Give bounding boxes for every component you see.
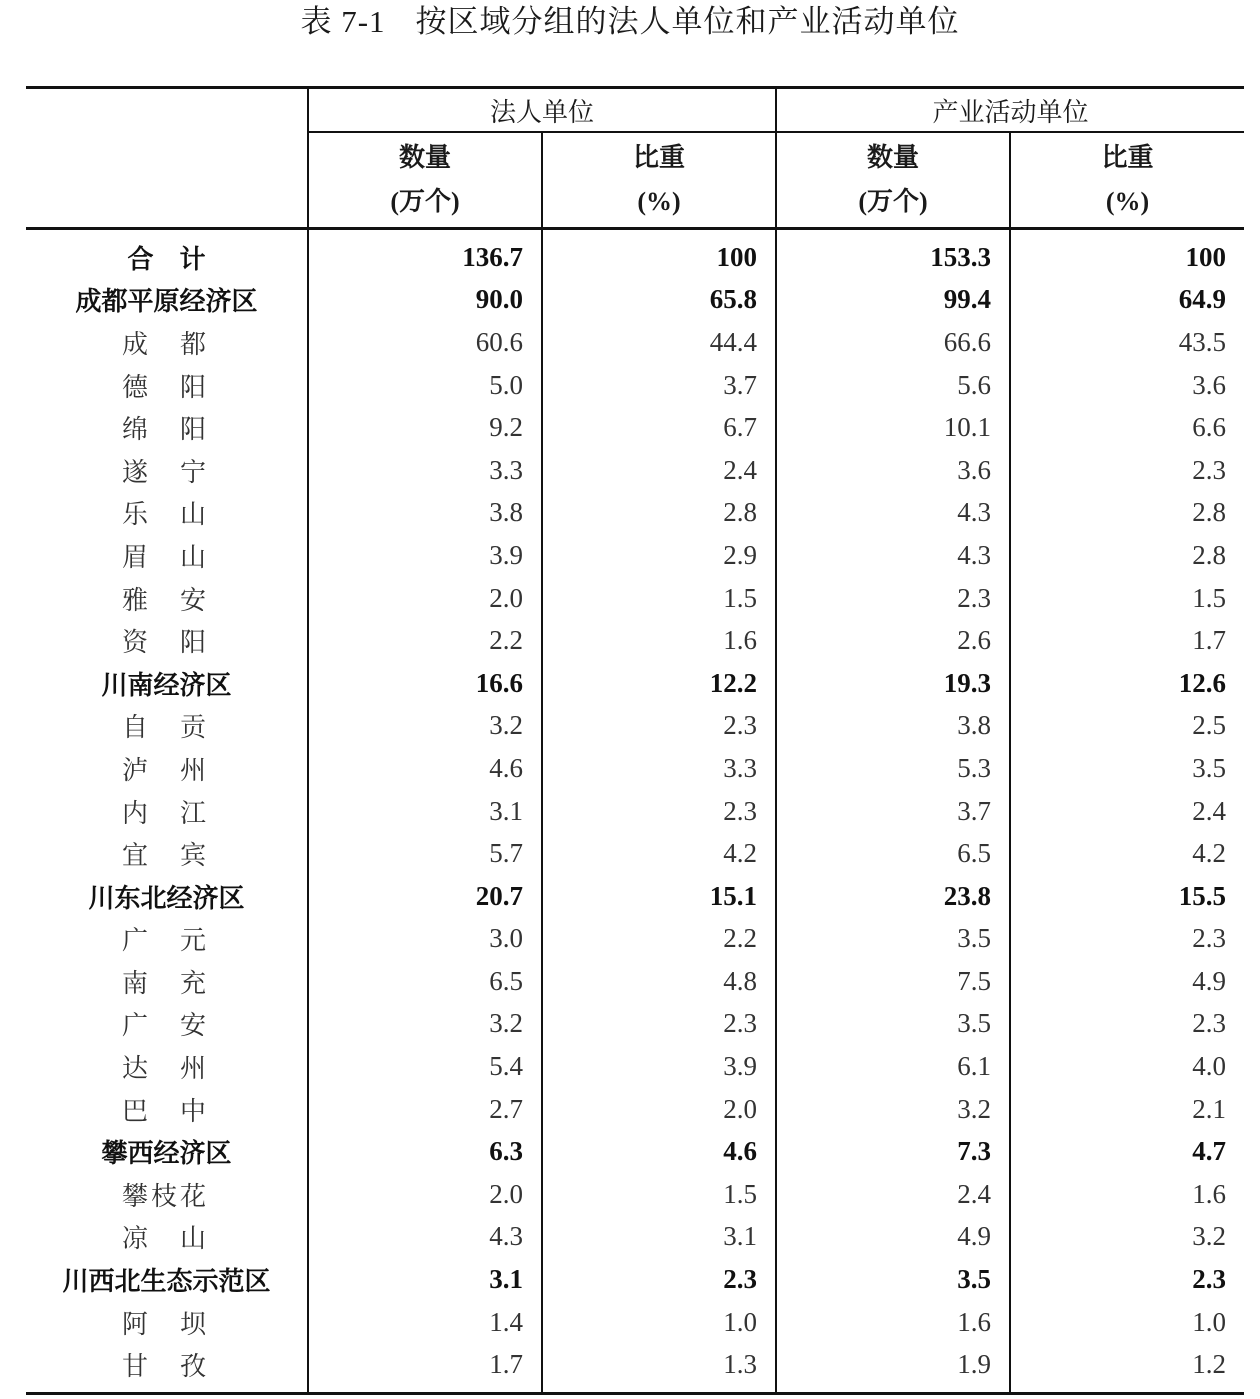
row-value: 20.7	[308, 875, 542, 918]
row-value: 1.9	[776, 1343, 1010, 1393]
row-value: 2.8	[1010, 534, 1244, 577]
row-value: 5.4	[308, 1045, 542, 1088]
row-label: 内 江	[122, 798, 210, 829]
row-value: 4.0	[1010, 1045, 1244, 1088]
row-value: 4.9	[776, 1216, 1010, 1259]
table-row	[26, 229, 1244, 279]
row-value: 2.4	[776, 1173, 1010, 1216]
row-value: 9.2	[308, 406, 542, 449]
header-group-legal-units: 法人单位	[308, 88, 776, 133]
row-label: 川南经济区	[101, 670, 232, 701]
row-value: 1.5	[1010, 577, 1244, 620]
table-title	[0, 2, 1260, 42]
row-value: 6.1	[776, 1045, 1010, 1088]
row-label: 南 充	[122, 968, 210, 999]
row-value: 5.6	[776, 364, 1010, 407]
row-label: 达 州	[122, 1054, 210, 1085]
header-count-1: 数量 (万个)	[308, 132, 542, 229]
row-value: 3.2	[776, 1088, 1010, 1131]
row-label: 甘 孜	[122, 1352, 210, 1383]
row-value: 100	[1010, 229, 1244, 279]
row-value: 1.0	[542, 1301, 776, 1344]
row-value: 3.2	[1010, 1216, 1244, 1259]
row-value: 5.7	[308, 832, 542, 875]
row-value: 2.5	[1010, 705, 1244, 748]
row-value: 1.7	[1010, 619, 1244, 662]
row-value: 7.3	[776, 1130, 1010, 1173]
table-row	[26, 662, 1244, 705]
row-value: 7.5	[776, 960, 1010, 1003]
row-value: 23.8	[776, 875, 1010, 918]
row-label: 合 计	[127, 244, 206, 275]
row-value: 3.2	[308, 705, 542, 748]
row-value: 4.3	[776, 492, 1010, 535]
row-value: 64.9	[1010, 279, 1244, 322]
row-value: 3.8	[776, 705, 1010, 748]
row-value: 1.6	[542, 619, 776, 662]
table-row	[26, 364, 1244, 407]
row-value: 2.1	[1010, 1088, 1244, 1131]
row-value: 4.7	[1010, 1130, 1244, 1173]
table-row	[26, 1301, 1244, 1344]
row-value: 4.3	[308, 1216, 542, 1259]
row-value: 4.2	[542, 832, 776, 875]
table-row	[26, 1045, 1244, 1088]
table-row	[26, 1216, 1244, 1259]
row-value: 2.3	[542, 1003, 776, 1046]
row-value: 12.6	[1010, 662, 1244, 705]
table-row	[26, 279, 1244, 322]
table-row	[26, 918, 1244, 961]
row-value: 2.8	[1010, 492, 1244, 535]
row-value: 2.0	[308, 577, 542, 620]
row-value: 3.1	[308, 1258, 542, 1301]
table-row	[26, 534, 1244, 577]
table-row	[26, 790, 1244, 833]
row-value: 5.0	[308, 364, 542, 407]
row-value: 99.4	[776, 279, 1010, 322]
row-label: 绵 阳	[122, 415, 210, 446]
row-value: 1.2	[1010, 1343, 1244, 1393]
row-value: 6.5	[308, 960, 542, 1003]
row-value: 2.8	[542, 492, 776, 535]
row-value: 2.4	[1010, 790, 1244, 833]
row-value: 3.9	[308, 534, 542, 577]
row-value: 6.7	[542, 406, 776, 449]
row-value: 2.6	[776, 619, 1010, 662]
row-value: 44.4	[542, 321, 776, 364]
row-value: 3.5	[776, 1003, 1010, 1046]
row-value: 60.6	[308, 321, 542, 364]
row-value: 4.6	[542, 1130, 776, 1173]
row-value: 2.4	[542, 449, 776, 492]
row-value: 5.3	[776, 747, 1010, 790]
row-value: 2.0	[542, 1088, 776, 1131]
row-value: 2.7	[308, 1088, 542, 1131]
table-row	[26, 321, 1244, 364]
table-row	[26, 1258, 1244, 1301]
row-label: 攀枝花	[122, 1181, 210, 1212]
row-value: 3.3	[308, 449, 542, 492]
row-value: 3.7	[542, 364, 776, 407]
row-label: 自 贡	[122, 713, 210, 744]
table-row	[26, 1003, 1244, 1046]
row-label: 宜 宾	[122, 841, 210, 872]
row-label: 成 都	[122, 329, 210, 360]
table-title-text: 按区域分组的法人单位和产业活动单位	[415, 4, 960, 40]
row-label: 资 阳	[122, 628, 210, 659]
table-number: 表 7-1	[300, 4, 386, 39]
row-value: 3.5	[1010, 747, 1244, 790]
row-value: 3.0	[308, 918, 542, 961]
row-value: 1.0	[1010, 1301, 1244, 1344]
row-value: 3.5	[776, 918, 1010, 961]
table-row	[26, 492, 1244, 535]
table-row	[26, 577, 1244, 620]
row-value: 1.5	[542, 1173, 776, 1216]
table-row	[26, 1088, 1244, 1131]
row-label: 凉 山	[122, 1224, 210, 1255]
row-label: 雅 安	[122, 585, 210, 616]
row-value: 2.2	[542, 918, 776, 961]
row-value: 3.5	[776, 1258, 1010, 1301]
row-value: 4.9	[1010, 960, 1244, 1003]
header-share-2: 比重 (%)	[1010, 132, 1244, 229]
table-row	[26, 875, 1244, 918]
row-value: 2.3	[1010, 1258, 1244, 1301]
row-value: 4.2	[1010, 832, 1244, 875]
row-value: 19.3	[776, 662, 1010, 705]
row-label: 眉 山	[122, 542, 210, 573]
row-label: 广 元	[122, 926, 210, 957]
row-value: 3.7	[776, 790, 1010, 833]
table-row	[26, 747, 1244, 790]
row-value: 12.2	[542, 662, 776, 705]
row-value: 3.9	[542, 1045, 776, 1088]
table-row	[26, 705, 1244, 748]
table-row	[26, 1130, 1244, 1173]
row-value: 2.3	[542, 1258, 776, 1301]
table-row	[26, 832, 1244, 875]
row-value: 66.6	[776, 321, 1010, 364]
row-value: 2.3	[542, 790, 776, 833]
row-label: 德 阳	[122, 372, 210, 403]
row-label: 巴 中	[122, 1096, 210, 1127]
row-label: 川东北经济区	[88, 883, 245, 914]
table-row	[26, 960, 1244, 1003]
table-row	[26, 619, 1244, 662]
row-value: 136.7	[308, 229, 542, 279]
table-row	[26, 1173, 1244, 1216]
table-body	[26, 229, 1244, 1394]
row-label: 广 安	[122, 1011, 210, 1042]
row-value: 10.1	[776, 406, 1010, 449]
row-value: 2.3	[776, 577, 1010, 620]
row-value: 3.1	[308, 790, 542, 833]
row-value: 2.3	[542, 705, 776, 748]
row-label: 泸 州	[122, 755, 210, 786]
row-value: 2.3	[1010, 918, 1244, 961]
row-value: 6.6	[1010, 406, 1244, 449]
row-value: 15.1	[542, 875, 776, 918]
row-value: 4.8	[542, 960, 776, 1003]
header-corner	[26, 88, 308, 229]
row-label: 阿 坝	[122, 1309, 210, 1340]
row-value: 2.3	[1010, 449, 1244, 492]
row-label: 遂 宁	[122, 457, 210, 488]
row-value: 15.5	[1010, 875, 1244, 918]
row-value: 43.5	[1010, 321, 1244, 364]
row-label: 攀西经济区	[101, 1139, 232, 1170]
row-value: 1.7	[308, 1343, 542, 1393]
table-row	[26, 1343, 1244, 1393]
row-value: 4.6	[308, 747, 542, 790]
row-value: 90.0	[308, 279, 542, 322]
row-label: 川西北生态示范区	[62, 1267, 271, 1298]
row-value: 153.3	[776, 229, 1010, 279]
row-value: 1.5	[542, 577, 776, 620]
row-label: 成都平原经济区	[75, 287, 258, 318]
table-row	[26, 406, 1244, 449]
table-row	[26, 449, 1244, 492]
header-group-activity-units: 产业活动单位	[776, 88, 1244, 133]
row-value: 1.4	[308, 1301, 542, 1344]
row-value: 100	[542, 229, 776, 279]
row-value: 16.6	[308, 662, 542, 705]
row-value: 2.9	[542, 534, 776, 577]
row-value: 3.1	[542, 1216, 776, 1259]
header-count-2: 数量 (万个)	[776, 132, 1010, 229]
row-value: 4.3	[776, 534, 1010, 577]
row-value: 3.3	[542, 747, 776, 790]
row-value: 3.6	[776, 449, 1010, 492]
row-value: 3.2	[308, 1003, 542, 1046]
row-value: 65.8	[542, 279, 776, 322]
row-value: 1.6	[776, 1301, 1010, 1344]
row-value: 2.0	[308, 1173, 542, 1216]
row-value: 2.3	[1010, 1003, 1244, 1046]
row-value: 3.6	[1010, 364, 1244, 407]
header-share-1: 比重 (%)	[542, 132, 776, 229]
row-value: 1.3	[542, 1343, 776, 1393]
row-value: 6.5	[776, 832, 1010, 875]
row-value: 2.2	[308, 619, 542, 662]
row-value: 6.3	[308, 1130, 542, 1173]
regional-units-table	[26, 86, 1244, 1395]
row-value: 3.8	[308, 492, 542, 535]
row-label: 乐 山	[122, 500, 210, 531]
row-value: 1.6	[1010, 1173, 1244, 1216]
